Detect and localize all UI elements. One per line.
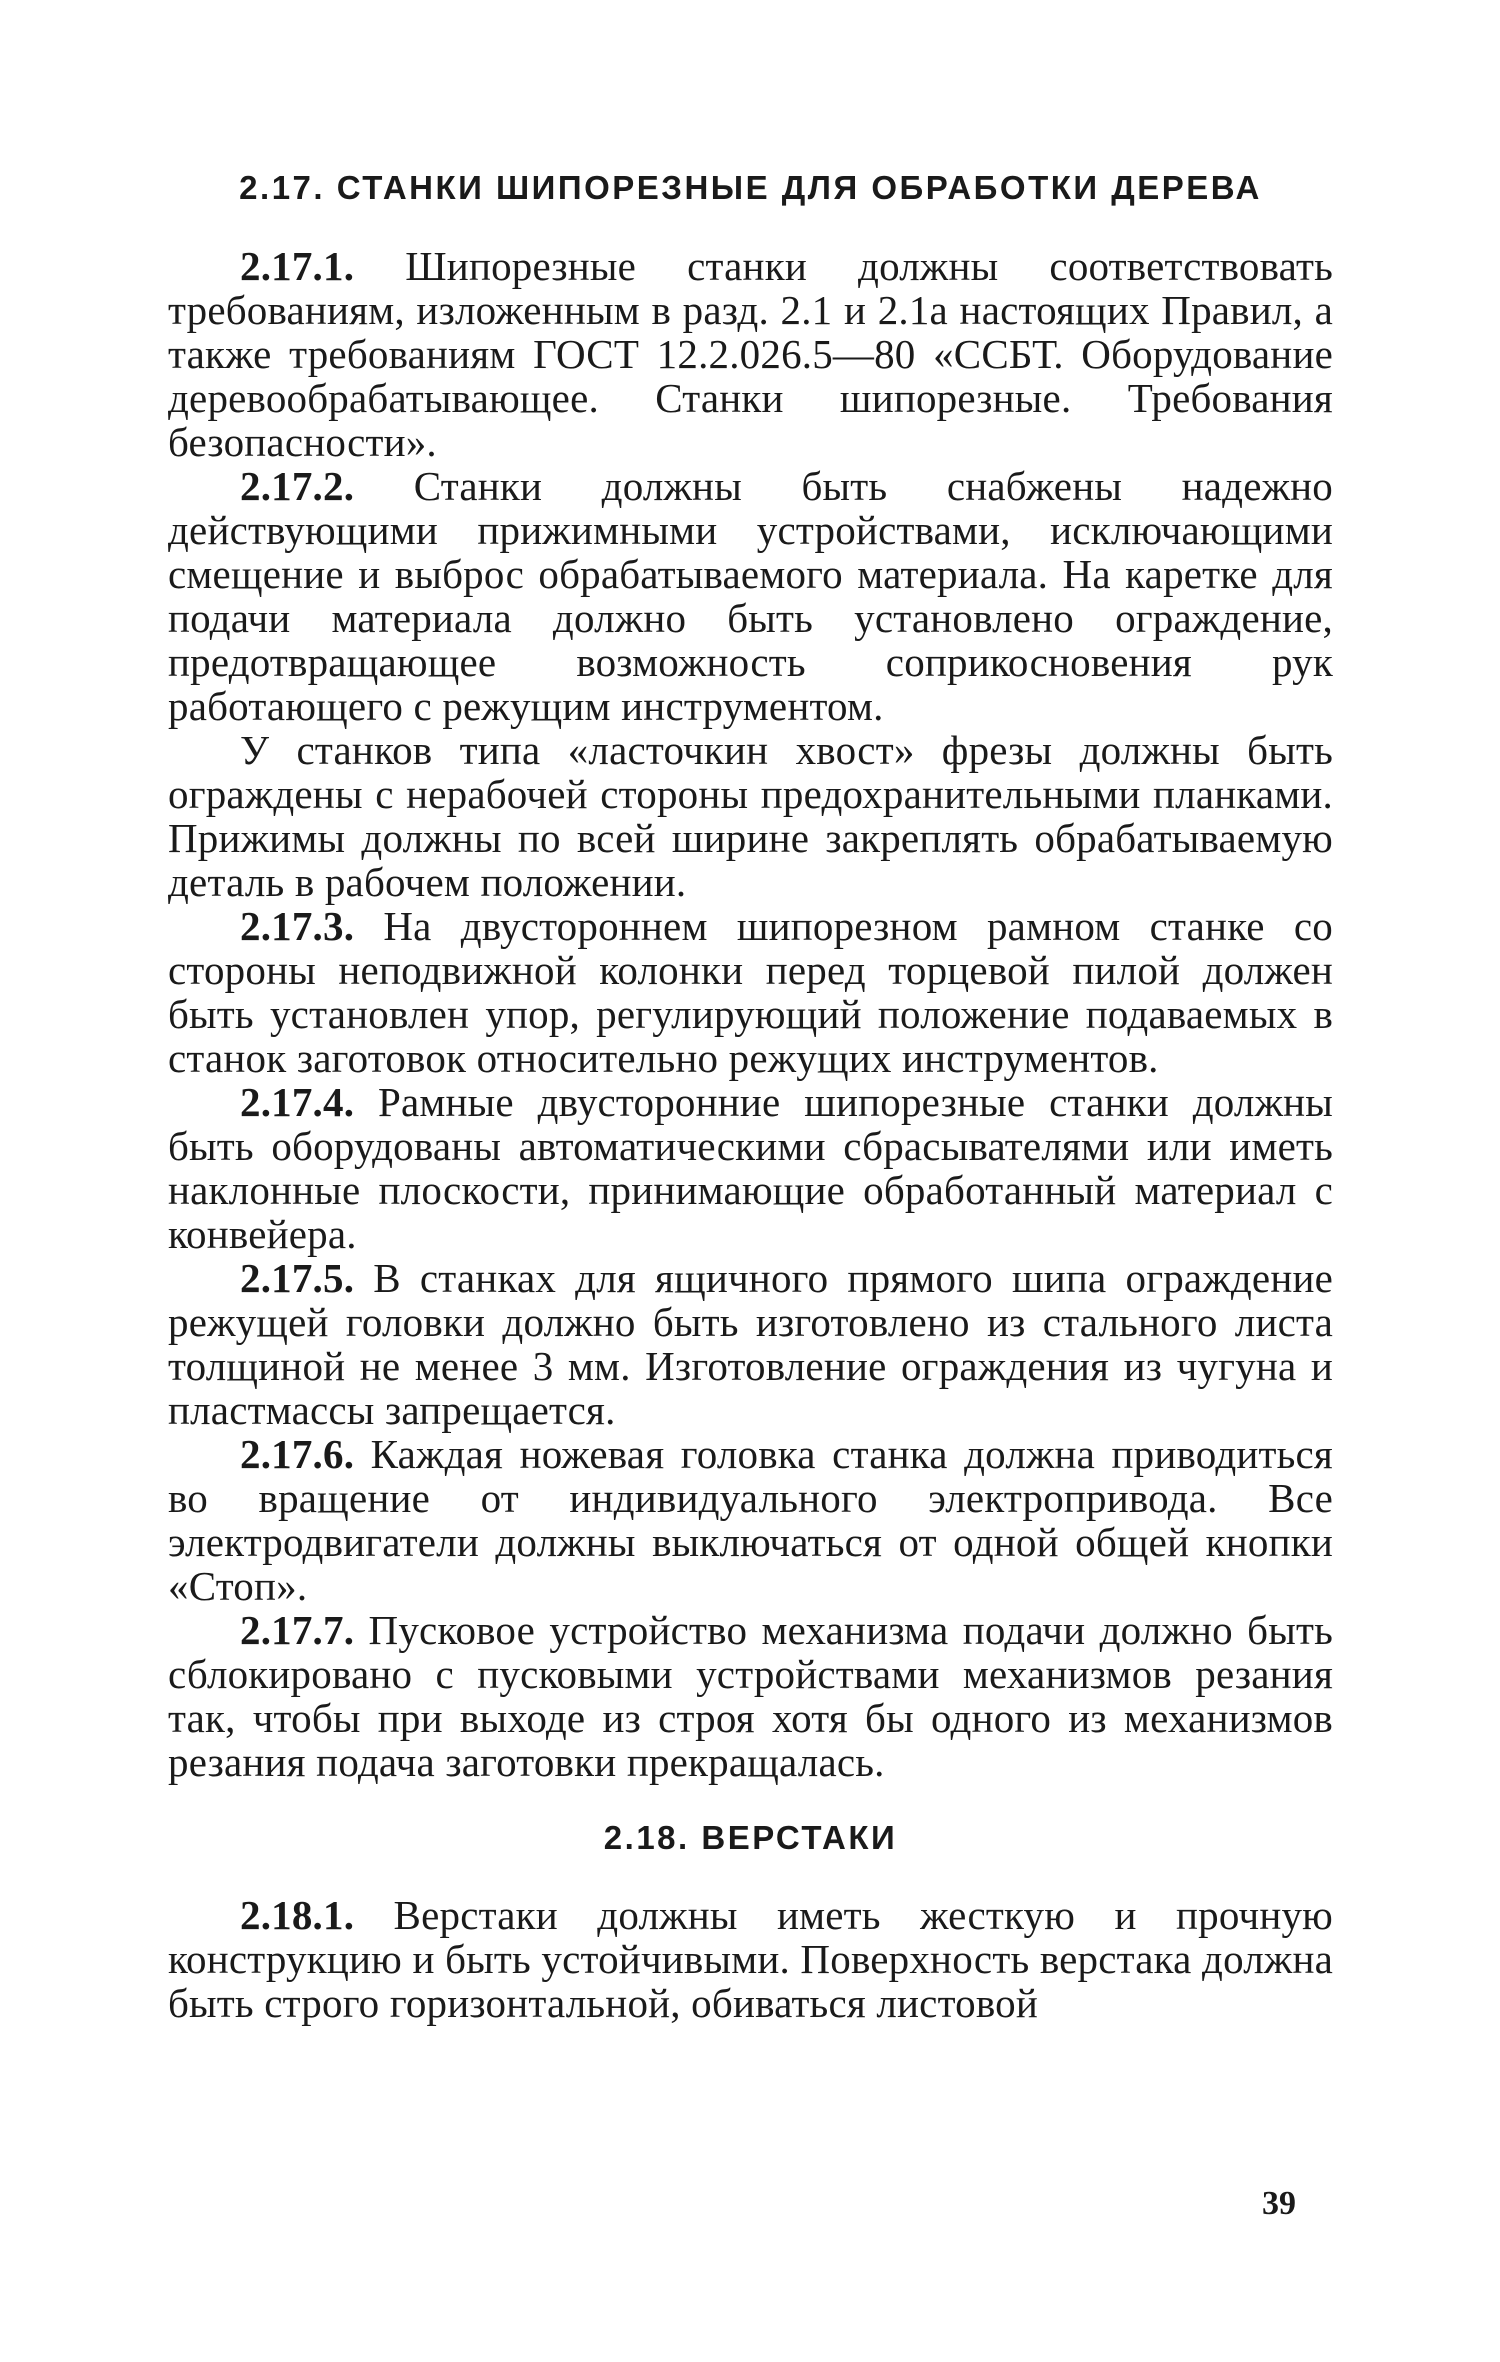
- clause-number: 2.17.7.: [240, 1606, 355, 1653]
- clause-number: 2.17.1.: [240, 242, 355, 289]
- paragraph-text: Верстаки должны иметь жесткую и прочную конструкцию и быть устойчивыми. Поверхность верстака должна быть строго горизонтальной, обиваться листовой: [168, 1892, 1333, 2027]
- paragraph: [168, 728, 1333, 904]
- section-heading: 2.17. СТАНКИ ШИПОРЕЗНЫЕ ДЛЯ ОБРАБОТКИ ДЕРЕВА: [239, 169, 1262, 206]
- paragraph: [168, 1432, 1333, 1608]
- paragraph-text: У станков типа «ласточкин хвост» фрезы должны быть ограждены с нерабочей стороны предохранительными планками. Прижимы должны по всей ширине закреплять обрабатываемую деталь в рабочем положении.: [168, 726, 1333, 905]
- paragraph-text: На двустороннем шипорезном рамном станке со стороны неподвижной колонки перед торцевой пилой должен быть установлен упор, регулирующий положение подаваемых в станок заготовок относительно режущих инструментов.: [168, 902, 1333, 1081]
- paragraph: [168, 1893, 1333, 2025]
- clause-number: 2.17.5.: [240, 1254, 355, 1301]
- clause-number: 2.17.4.: [240, 1078, 355, 1125]
- clause-number: 2.17.3.: [240, 902, 355, 949]
- paragraph: [168, 1256, 1333, 1432]
- paragraph: [168, 464, 1333, 728]
- paragraph-text: В станках для ящичного прямого шипа ограждение режущей головки должно быть изготовлено из стального листа толщиной не менее 3 мм. Изготовление ограждения из чугуна и пластмассы запрещается.: [168, 1254, 1333, 1433]
- paragraph: [168, 1080, 1333, 1256]
- section-body: [168, 244, 1333, 1784]
- paragraph-text: Каждая ножевая головка станка должна приводиться во вращение от индивидуального электропривода. Все электродвигатели должны выключаться от одной общей кнопки «Стоп».: [168, 1430, 1333, 1609]
- section-body: [168, 1893, 1333, 2025]
- paragraph-text: Рамные двусторонние шипорезные станки должны быть оборудованы автоматическими сбрасывателями или иметь наклонные плоскости, принимающие обработанный материал с конвейера.: [168, 1078, 1333, 1257]
- paragraph: [168, 904, 1333, 1080]
- clause-number: 2.17.2.: [240, 462, 355, 509]
- section-heading: 2.18. ВЕРСТАКИ: [603, 1818, 898, 1856]
- paragraph-text: Пусковое устройство механизма подачи должно быть сблокировано с пусковыми устройствами механизмов резания так, чтобы при выходе из строя хотя бы одного из механизмов резания подача заготовки прекращалась.: [168, 1606, 1333, 1785]
- page-number: 39: [1262, 2185, 1296, 2222]
- paragraph: [168, 1608, 1333, 1784]
- paragraph-text: Станки должны быть снабжены надежно действующими прижимными устройствами, исключающими смещение и выброс обрабатываемого материала. На каретке для подачи материала должно быть установлено ограждение, предотвращающее возможность соприкосновения рук работающего с режущим инструментом.: [168, 462, 1333, 729]
- document-page: [168, 168, 1333, 2025]
- clause-number: 2.17.6.: [240, 1430, 355, 1477]
- paragraph: [168, 244, 1333, 464]
- paragraph-text: Шипорезные станки должны соответствовать требованиям, изложенным в разд. 2.1 и 2.1а настоящих Правил, а также требованиям ГОСТ 12.2.026.5—80 «ССБТ. Оборудование деревообрабатывающее. Станки шипорезные. Требования безопасности».: [168, 242, 1333, 465]
- clause-number: 2.18.1.: [240, 1892, 355, 1939]
